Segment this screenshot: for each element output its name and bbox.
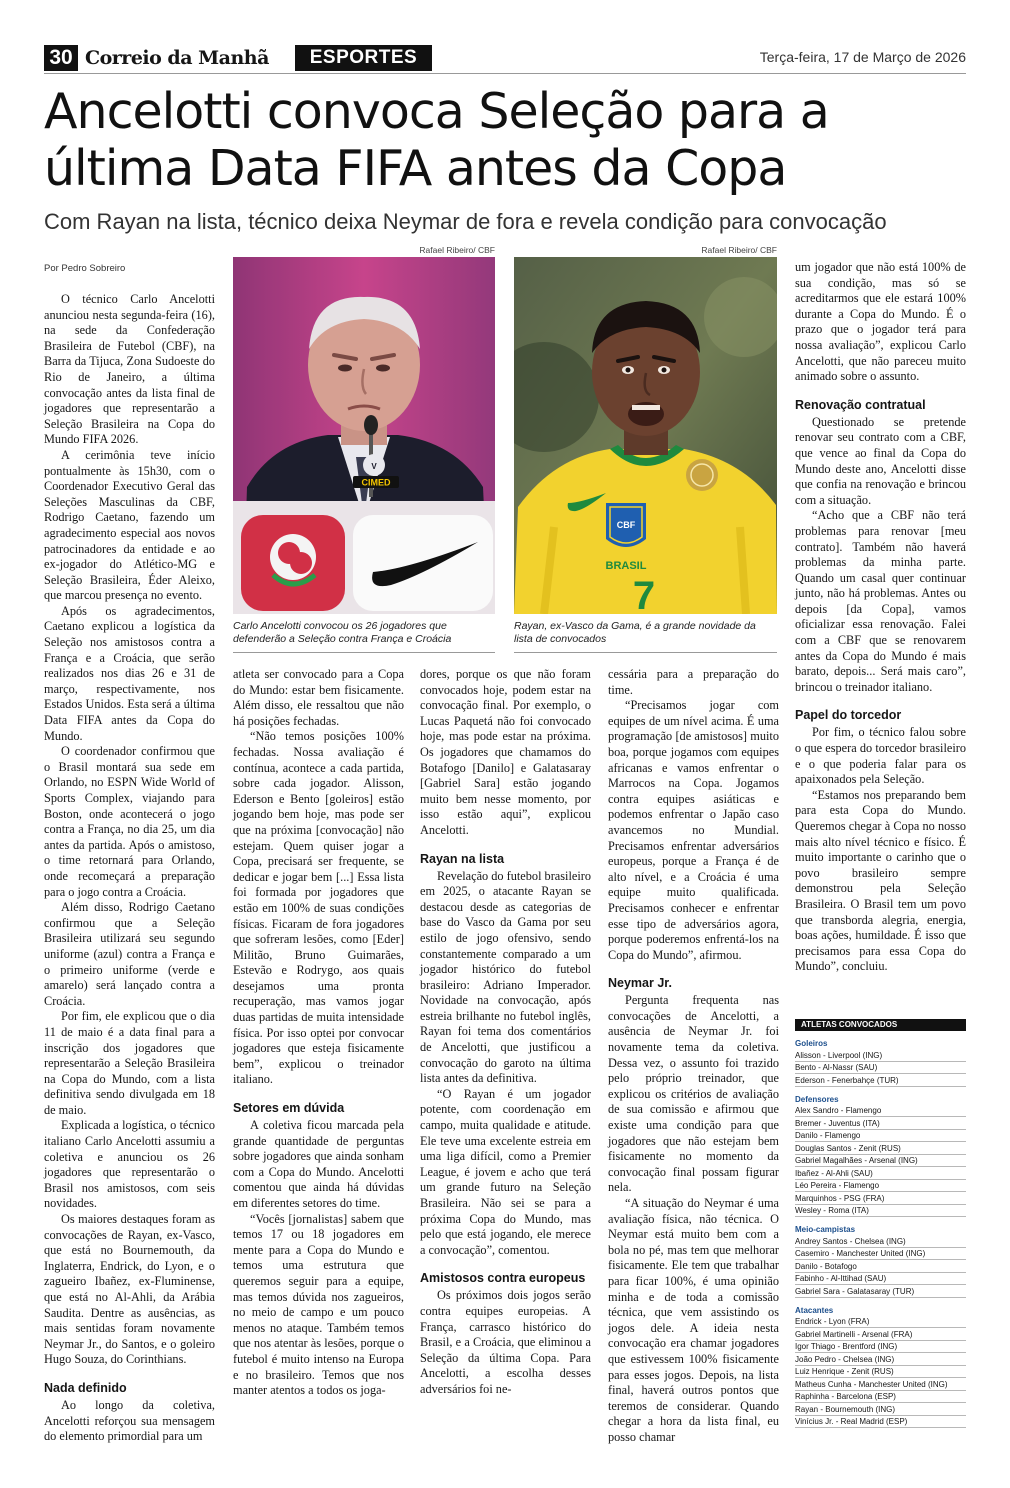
roster-player: Gabriel Martinelli - Arsenal (FRA) bbox=[795, 1328, 966, 1341]
section-heading: Nada definido bbox=[44, 1380, 127, 1395]
paragraph: “Estamos nos preparando bem para esta Copa do Mundo. Queremos chegar à Copa no nosso mais alto nível técnico e físico. É muito importante o carinho que o povo brasileiro sempre demonstrou pela Seleção Brasileira. O Brasil tem um povo que transborda alegria, energia, boas ações, humildade. É isso que precisamos para essa Copa do Mundo”, concluiu. bbox=[795, 787, 966, 974]
roster-player: Fabinho - Al-Ittihad (SAU) bbox=[795, 1273, 966, 1286]
paragraph: cessária para a preparação do time. bbox=[608, 667, 779, 697]
headline-line-1: Ancelotti convoca Seleção para a bbox=[44, 83, 829, 140]
issue-date: Terça-feira, 17 de Março de 2026 bbox=[759, 49, 966, 65]
section-heading: Rayan na lista bbox=[420, 851, 505, 866]
section-heading: Neymar Jr. bbox=[608, 976, 672, 991]
roster-player: Wesley - Roma (ITA) bbox=[795, 1205, 966, 1218]
roster-player: Matheus Cunha - Manchester United (ING) bbox=[795, 1378, 966, 1391]
roster-player: Alex Sandro - Flamengo bbox=[795, 1105, 966, 1118]
paragraph: “A situação do Neymar é uma avaliação física, não técnica. O Neymar está muito bem com a bola no pé, mas tem que melhorar fisicamente. Ele tem que trabalhar para ficar 100%, é uma opinião minha e de toda a comissão técnica, que vem assistindo os jogos dele. A ideia nesta convocação era chamar jogadores que estivessem 100% fisicamente para esses jogos. Depois, na lista final, haverá outros pontos que teremos de considerar. Quando chegar a hora da lista final, eu posso chamar bbox=[608, 1196, 779, 1444]
paragraph: um jogador que não está 100% de sua condição, mas só se acreditarmos que ele estará 100% durante a Copa do Mundo. É o prazo que o jogador terá para nossa avaliação”, explicou Carlo Ancelotti, que não pareceu muito animado sobre o assunto. bbox=[795, 260, 966, 384]
article-column-4 bbox=[608, 667, 779, 1446]
photo-credit-ancelotti: Rafael Ribeiro/ CBF bbox=[419, 245, 495, 255]
paragraph: Após os agradecimentos, Caetano explicou a logística da Seleção nos amistosos contra a França e a Croácia, que serão realizados nos dias 26 e 31 de março, respectivamente, nos Estados Unidos. Esta será a última Data FIFA antes da Copa do Mundo. bbox=[44, 603, 215, 743]
roster-player: Bento - Al-Nassr (SAU) bbox=[795, 1062, 966, 1075]
paragraph: “Não temos posições 100% fechadas. Nossa avaliação é contínua, acontece a cada partida, sobre cada jogador. Alisson, Ederson e Bento [goleiros] estão jogando bem hoje, mas pode ser que na próxima [convocação] não estejam. Quem quiser jogar a Copa, precisará ser frequente, se dedicar e jogar bem [...] Essa lista foi formada por jogadores que estão em 100% de suas condições físicas. Ficaram de fora jogadores que sofreram lesões, como [Eder] Militão, Bruno Guimarães, Estevão e Rodrygo, aos quais desejamos uma pronta recuperação, mas vamos jogar duas partidas de muita intensidade física. Por isso optei por convocar jogadores que esteja fisicamente bem”, explicou o treinador italiano. bbox=[233, 729, 404, 1087]
caption-ancelotti: Carlo Ancelotti convocou os 26 jogadores que defenderão a Seleção contra França e Croácia bbox=[233, 620, 452, 645]
roster-box bbox=[795, 1019, 966, 1428]
article-column-3 bbox=[420, 667, 591, 1398]
roster-group-title: Meio-campistas bbox=[795, 1225, 856, 1234]
paragraph: Ao longo da coletiva, Ancelotti reforçou sua mensagem do elemento primordial para um bbox=[44, 1397, 215, 1444]
roster-player: Danilo - Botafogo bbox=[795, 1260, 966, 1273]
photo-ancelotti bbox=[233, 257, 495, 614]
cimed-logo-text: CIMED bbox=[361, 477, 391, 488]
roster-player: Gabriel Sara - Galatasaray (TUR) bbox=[795, 1285, 966, 1298]
section-heading: Papel do torcedor bbox=[795, 708, 902, 723]
svg-text:V: V bbox=[371, 462, 377, 471]
article-column-1 bbox=[44, 292, 215, 1445]
paragraph: A coletiva ficou marcada pela grande quantidade de perguntas sobre jogadores que ainda sonham com a Copa do Mundo. Ancelotti comentou que ainda há dúvidas em diferentes setores do time. bbox=[233, 1118, 404, 1210]
article-column-2 bbox=[233, 667, 404, 1399]
paragraph: O técnico Carlo Ancelotti anunciou nesta segunda-feira (16), na sede da Confederação Brasileira de Futebol (CBF), na Barra da Tijuca, Zona Sudoeste do Rio de Janeiro, a última convocação antes da lista final de jogadores que representarão a Seleção Brasileira na Copa do Mundo FIFA 2026. bbox=[44, 292, 215, 447]
section-label: ESPORTES bbox=[295, 45, 432, 71]
roster-player: Endrick - Lyon (FRA) bbox=[795, 1316, 966, 1329]
header-rule bbox=[44, 73, 966, 74]
paragraph: Por fim, o técnico falou sobre o que espera do torcedor brasileiro e o que poderia falar para os apaixonados pela Seleção. bbox=[795, 725, 966, 787]
roster-player: Douglas Santos - Zenit (RUS) bbox=[795, 1142, 966, 1155]
roster-title: ATLETAS CONVOCADOS bbox=[795, 1019, 966, 1031]
roster-player: Ibañez - Al-Ahli (SAU) bbox=[795, 1167, 966, 1180]
roster-player: Léo Pereira - Flamengo bbox=[795, 1180, 966, 1193]
byline: Por Pedro Sobreiro bbox=[44, 263, 126, 274]
paragraph: Revelação do futebol brasileiro em 2025, o atacante Rayan se destacou desde as categorias de base do Vasco da Gama por seu estilo de jogo ofensivo, sendo constantemente comparado a um jogador histórico do futebol brasileiro: Adriano Imperador. Novidade na convocação, após estreia brilhante no futebol inglês, Rayan foi tema dos comentários de Ancelotti, que justificou a convocação do garoto na última lista antes da definitiva. bbox=[420, 868, 591, 1086]
roster-groups bbox=[795, 1039, 966, 1428]
article-column-5 bbox=[795, 260, 966, 975]
roster-player: Alisson - Liverpool (ING) bbox=[795, 1049, 966, 1062]
headline-line-2: última Data FIFA antes da Copa bbox=[44, 140, 787, 197]
cbf-crest-text: CBF bbox=[616, 520, 636, 530]
roster-player: Andrey Santos - Chelsea (ING) bbox=[795, 1235, 966, 1248]
roster-player: Raphinha - Barcelona (ESP) bbox=[795, 1391, 966, 1404]
paragraph: Os próximos dois jogos serão contra equipes europeias. A França, carrasco histórico do Brasil, e a Croácia, que eliminou a Seleção da última Copa. Para Ancelotti, a escolha desses adversários foi ne- bbox=[420, 1288, 591, 1396]
ancelotti-illustration bbox=[233, 257, 495, 614]
roster-player: Bremer - Juventus (ITA) bbox=[795, 1117, 966, 1130]
paragraph: Explicada a logística, o técnico italiano Carlo Ancelotti assumiu a coletiva e anunciou os 26 jogadores que representarão o Brasil nos amistosos, com seis novidades. bbox=[44, 1118, 215, 1211]
roster-player: Ederson - Fenerbahçe (TUR) bbox=[795, 1074, 966, 1087]
roster-group-title: Defensores bbox=[795, 1094, 839, 1104]
roster-player: Marquinhos - PSG (FRA) bbox=[795, 1192, 966, 1205]
paragraph: Questionado se pretende renovar seu contrato com a CBF, que vence ao final da Copa do Mundo deste ano, Ancelotti disse que confia na renovação e brincou com a situação. bbox=[795, 414, 966, 507]
headline bbox=[44, 83, 974, 197]
roster-player: Danilo - Flamengo bbox=[795, 1130, 966, 1143]
paragraph: Os maiores destaques foram as convocações de Rayan, ex-Vasco, que está no Bournemouth, da Inglaterra, Endrick, do Lyon, e o zagueiro Ibañez, ex-Fluminense, que está no Al-Ahli, da Arábia Saudita. Dentre as ausências, as mais sentidas foram novamente Neymar Jr., do Santos, e o goleiro Hugo Souza, do Corinthians. bbox=[44, 1212, 215, 1367]
page-number: 30 bbox=[44, 45, 78, 71]
roster-player: João Pedro - Chelsea (ING) bbox=[795, 1353, 966, 1366]
jersey-number: 7 bbox=[632, 574, 656, 614]
rayan-illustration bbox=[514, 257, 777, 614]
paragraph: O coordenador confirmou que o Brasil montará sua sede em Orlando, no ESPN Wide World of Sports Complex, viajando para Boston, onde acontecerá o jogo contra a França, no dia 25, um dia antes da partida. Após o amistoso, o time retornará para Orlando, onde recomeçará a preparação para o jogo contra a Croácia. bbox=[44, 744, 215, 899]
paragraph: “O Rayan é um jogador potente, com coordenação em campo, muita qualidade e atitude. Ele teve uma excelente estreia em uma liga difícil, como a Premier League, é jovem e acho que terá um grande futuro na Seleção Brasileira. Não sei se para a próxima Copa do Mundo, mas pelo que está jogando, ele merece a convocação”, comentou. bbox=[420, 1086, 591, 1257]
paragraph: Por fim, ele explicou que o dia 11 de maio é a data final para a inscrição dos jogadores que representarão a Seleção Brasileira na Copa do Mundo, com a lista definitiva sendo divulgada em 18 de maio. bbox=[44, 1009, 215, 1117]
roster-player: Rayan - Bournemouth (ING) bbox=[795, 1403, 966, 1416]
roster-group-title: Atacantes bbox=[795, 1305, 834, 1315]
paragraph: atleta ser convocado para a Copa do Mundo: estar bem fisicamente. Além disso, ele ressaltou que não há posições fechadas. bbox=[233, 667, 404, 728]
brasil-jersey-text: BRASIL bbox=[605, 560, 647, 572]
section-heading: Renovação contratual bbox=[795, 397, 926, 412]
paragraph: “Precisamos jogar com equipes de um nível acima. É uma programação [de amistosos] muito boa, porque jogamos com equipes africanas e vamos enfrentar o Marrocos na Copa. Jogamos contra equipes asiáticas e podemos enfrentar o Japão caso avancemos no Mundial. Precisamos enfrentar adversários europeus, porque a França é de alto nível, e a Croácia é uma equipe muito qualificada. Precisamos conhecer e enfrentar esse tipo de adversários agora, porque poderemos enfrentá-los na Copa do Mundo”, afirmou. bbox=[608, 698, 779, 962]
section-heading: Setores em dúvida bbox=[233, 1101, 345, 1116]
roster-player: Gabriel Magalhães - Arsenal (ING) bbox=[795, 1155, 966, 1168]
caption-rule bbox=[514, 652, 777, 653]
roster-group-title: Goleiros bbox=[795, 1039, 828, 1048]
paragraph: Pergunta frequenta nas convocações de Ancelotti, a ausência de Neymar Jr. foi novamente tema da coletiva. Dessa vez, o assunto foi trazido pelo próprio treinador, que explicou os critérios de avaliação de sua comissão e afirmou que existe uma condição para que jogadores que não estejam bem fisicamente no momento da convocação final possam figurar nela. bbox=[608, 993, 779, 1195]
paragraph: “Acho que a CBF não terá problemas para renovar [meu contrato]. Também não haverá problemas da minha parte. Quando um casal quer continuar junto, não há problemas. Antes ou depois [da Copa], vamos oficializar essa renovação. Falei com a CBF que se renovarem antes da Copa do Mundo é mais barato, depois... Será mais caro”, brincou o treinador italiano. bbox=[795, 508, 966, 694]
newspaper-name: Correio da Manhã bbox=[85, 47, 269, 69]
roster-player: Igor Thiago - Brentford (ING) bbox=[795, 1341, 966, 1354]
subheadline: Com Rayan na lista, técnico deixa Neymar de fora e revela condição para convocação bbox=[44, 209, 887, 234]
caption-rule bbox=[233, 652, 495, 653]
masthead bbox=[44, 45, 966, 73]
roster-player: Vinícius Jr. - Real Madrid (ESP) bbox=[795, 1416, 966, 1429]
paragraph: A cerimônia teve início pontualmente às 15h30, com o Coordenador Executivo Geral das Seleções Masculinas da CBF, Rodrigo Caetano, fazendo um agradecimento especial aos novos patrocinadores da entidade e ao ex-jogador do Atlético-MG e Seleção Brasileira, Éder Aleixo, que marcou presença no evento. bbox=[44, 447, 215, 603]
roster-player: Casemiro - Manchester United (ING) bbox=[795, 1248, 966, 1261]
paragraph: “Vocês [jornalistas] sabem que temos 17 ou 18 jogadores em mente para a Copa do Mundo e temos uma estrutura que queremos seguir para a equipe, mas temos dúvida nos zagueiros, no meio de campo e um pouco menos no ataque. Também temos que nos atentar às lesões, porque o futebol é muito intenso na Europa e no brasileiro. Temos que nos manter atentos a todos os joga- bbox=[233, 1211, 404, 1398]
photo-credit-rayan: Rafael Ribeiro/ CBF bbox=[701, 245, 777, 255]
caption-rayan: Rayan, ex-Vasco da Gama, é a grande novidade da lista de convocados bbox=[514, 620, 756, 645]
roster-player: Luiz Henrique - Zenit (RUS) bbox=[795, 1366, 966, 1379]
photo-rayan bbox=[514, 257, 777, 614]
paragraph: Além disso, Rodrigo Caetano confirmou que a Seleção Brasileira utilizará seu segundo uniforme (azul) contra a França e o primeiro uniforme (verde e amarelo) será lançado contra a Croácia. bbox=[44, 900, 215, 1008]
paragraph: dores, porque os que não foram convocados hoje, podem estar na convocação final. Por exemplo, o Lucas Paquetá não foi convocado hoje, mas pode estar na próxima. Os jogadores que chamamos do Botafogo [Danilo] e Galatasaray [Gabriel Sara] estão jogando muito bem nesse momento, por isso estão aqui”, explicou Ancelotti. bbox=[420, 667, 591, 837]
section-heading: Amistosos contra europeus bbox=[420, 1271, 586, 1286]
